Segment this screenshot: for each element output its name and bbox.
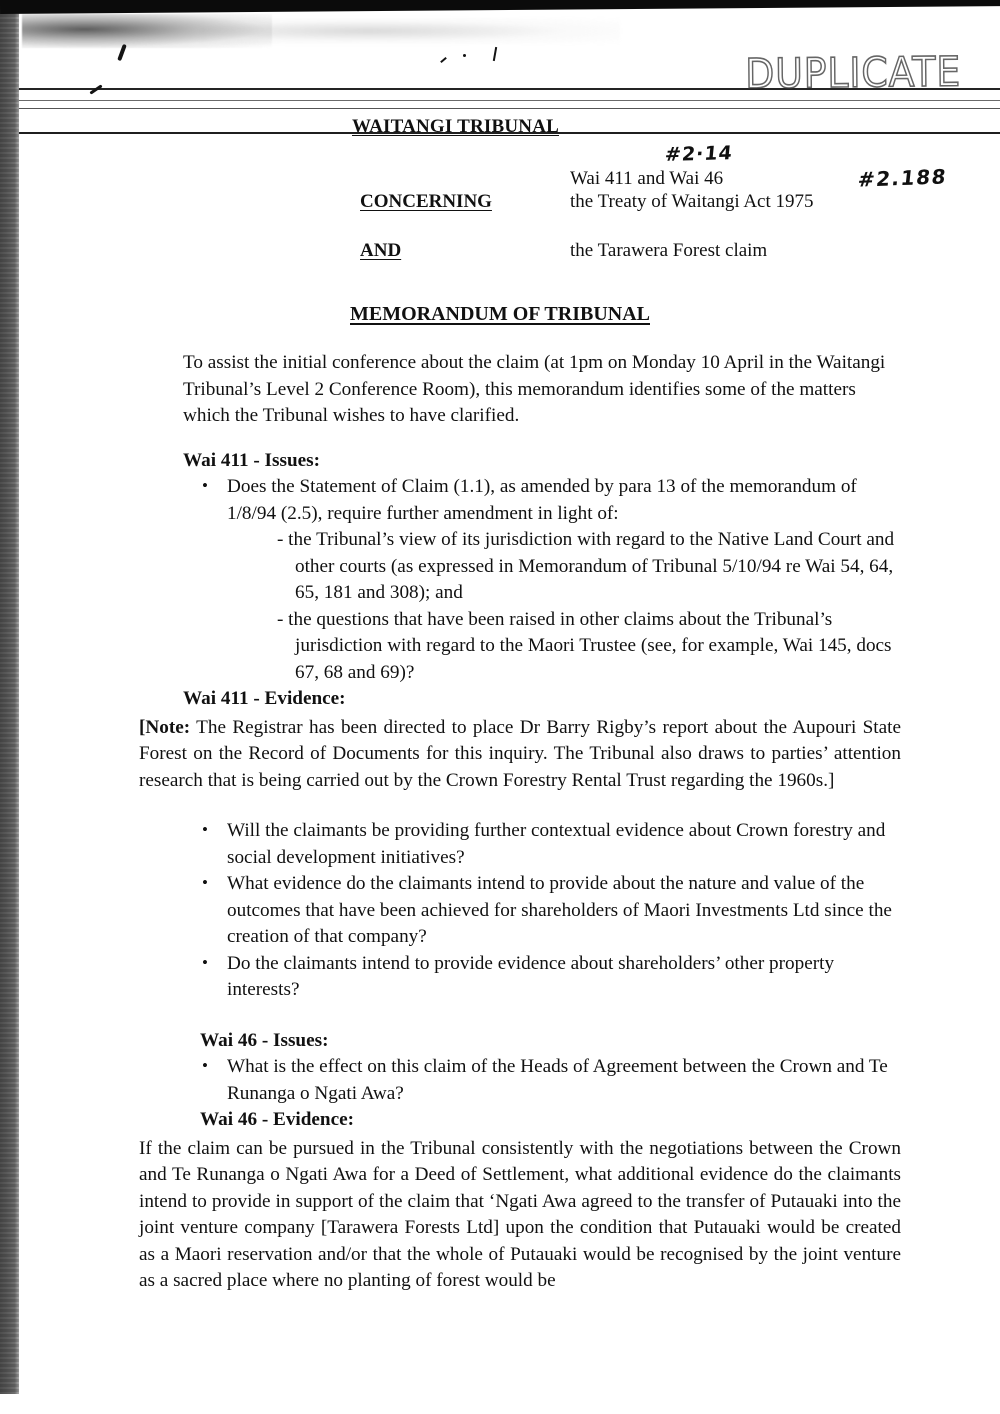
header-rule-line bbox=[18, 100, 1000, 101]
case-reference: Wai 411 and Wai 46 bbox=[570, 168, 724, 189]
note-body: The Registrar has been directed to place Dr Barry Rigby’s report about the Aupouri State Forest on the Record of Documents for this inquiry. The Tribunal also draws to parties’ attention research that is being carried out by the Crown Forestry Rental Trust regarding the 1960s.] bbox=[139, 716, 901, 791]
list-item bbox=[183, 474, 901, 686]
heading-wai411-evidence: Wai 411 - Evidence: bbox=[183, 688, 346, 709]
and-value: the Tarawera Forest claim bbox=[570, 240, 768, 261]
intro-paragraph: To assist the initial conference about the claim (at 1pm on Monday 10 April in the Waitangi Tribunal’s Level 2 Conference Room), this memorandum identifies some of the matters which the Tribunal wishes to have clarified. bbox=[183, 352, 886, 426]
wai411-issue-1-sub-b: - the questions that have been raised in other claims about the Tribunal’s jurisdiction with regard to the Maori Trustee (see, for example, Wai 145, docs 67, 68 and 69)? bbox=[277, 608, 892, 683]
wai411-issue-1-text: Does the Statement of Claim (1.1), as amended by para 13 of the memorandum of 1/8/94 (2.5), require further amendment in light of: bbox=[227, 476, 857, 524]
header-rule-line bbox=[18, 108, 1000, 109]
wai46-section bbox=[139, 1028, 901, 1295]
scan-speck bbox=[463, 54, 466, 57]
wai411-issues-list bbox=[183, 474, 901, 686]
wai411-evidence-list bbox=[183, 818, 901, 1004]
note-label: [Note: bbox=[139, 716, 191, 738]
scan-speck bbox=[440, 57, 447, 63]
registrar-note bbox=[139, 715, 901, 795]
tribunal-heading: WAITANGI TRIBUNAL bbox=[352, 116, 559, 137]
heading-wai46-evidence: Wai 46 - Evidence: bbox=[200, 1109, 355, 1130]
handwritten-annotation-right: #2.188 bbox=[856, 164, 949, 192]
and-label: AND bbox=[360, 240, 402, 261]
scan-left-edge-bar bbox=[0, 4, 19, 1394]
scan-speck bbox=[493, 47, 497, 61]
list-item: • Will the claimants be providing further contextual evidence about Crown forestry and social development initiatives? bbox=[183, 818, 901, 871]
memorandum-title bbox=[0, 303, 1000, 326]
wai411-issue-1-sub-a: - the Tribunal’s view of its jurisdiction with regard to the Native Land Court and other courts (as expressed in Memorandum of Tribunal 5/10/94 re Wai 54, 64, 65, 181 and 308); and bbox=[277, 529, 895, 603]
handwritten-annotation-top: #2·14 bbox=[663, 142, 734, 166]
list-item: • What evidence do the claimants intend to provide about the nature and value of the outcomes that have been achieved for shareholders of Maori Investments Ltd since the creation of that company? bbox=[183, 871, 901, 951]
heading-wai46-issues: Wai 46 - Issues: bbox=[200, 1029, 329, 1051]
wai46-issues-list bbox=[183, 1054, 901, 1107]
wai46-evidence-paragraph: If the claim can be pursued in the Tribunal consistently with the negotiations between the Crown and Te Runanga o Ngati Awa for a Deed of Settlement, what additional evidence do the claimants intend to provide in support of the claim that ‘Ngati Awa agreed to the transfer of Putauaki into the joint venture company [Tarawera Forests Ltd] upon the condition that Putauaki would be created as a Maori reservation and/or that the whole of Putauaki would be recognised by the joint venture as a sacred place where no planting of forest would be bbox=[139, 1137, 901, 1291]
list-item: • What is the effect on this claim of the Heads of Agreement between the Crown and Te Runanga o Ngati Awa? bbox=[183, 1054, 901, 1107]
concerning-value: the Treaty of Waitangi Act 1975 bbox=[570, 191, 814, 212]
heading-wai411-issues: Wai 411 - Issues: bbox=[183, 449, 320, 471]
list-item: • Do the claimants intend to provide evidence about shareholders’ other property interests? bbox=[183, 951, 901, 1004]
document-body bbox=[139, 350, 901, 1295]
scan-smudge-artifact-2 bbox=[200, 18, 620, 44]
duplicate-stamp: DUPLICATE bbox=[745, 47, 962, 98]
memorandum-title-text: MEMORANDUM OF TRIBUNAL bbox=[350, 303, 650, 325]
scan-top-edge-bar bbox=[0, 0, 1000, 14]
concerning-label: CONCERNING bbox=[360, 191, 492, 212]
